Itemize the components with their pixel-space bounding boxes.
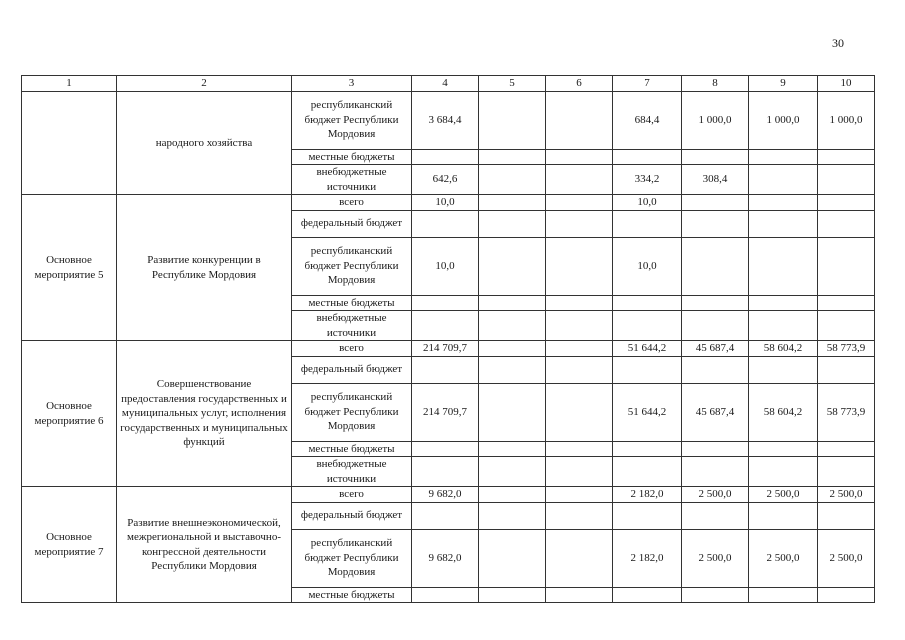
amount-cell — [546, 295, 613, 311]
amount-cell: 2 500,0 — [818, 529, 875, 587]
amount-cell — [479, 487, 546, 503]
activity-name-cell: Основное мероприятие 6 — [22, 341, 117, 487]
amount-cell — [412, 502, 479, 529]
activity-description-cell: Совершенствование предоставления государственных и муниципальных услуг, исполнения государственных и муниципальных функций — [117, 341, 292, 487]
amount-cell: 1 000,0 — [749, 91, 818, 149]
amount-cell — [682, 587, 749, 603]
header-cell: 8 — [682, 76, 749, 92]
amount-cell — [479, 457, 546, 487]
amount-cell: 10,0 — [613, 195, 682, 211]
funding-source-cell: всего — [292, 487, 412, 503]
amount-cell — [818, 295, 875, 311]
amount-cell: 58 773,9 — [818, 341, 875, 357]
funding-source-cell: местные бюджеты — [292, 587, 412, 603]
amount-cell — [479, 91, 546, 149]
funding-source-cell: федеральный бюджет — [292, 210, 412, 237]
amount-cell: 3 684,4 — [412, 91, 479, 149]
amount-cell — [613, 149, 682, 165]
amount-cell — [613, 311, 682, 341]
amount-cell — [749, 165, 818, 195]
amount-cell — [749, 237, 818, 295]
amount-cell — [479, 341, 546, 357]
amount-cell — [412, 587, 479, 603]
amount-cell — [546, 341, 613, 357]
amount-cell — [749, 457, 818, 487]
funding-source-cell: внебюджетные источники — [292, 165, 412, 195]
amount-cell — [818, 311, 875, 341]
amount-cell — [479, 383, 546, 441]
amount-cell — [749, 210, 818, 237]
amount-cell: 51 644,2 — [613, 383, 682, 441]
amount-cell — [546, 529, 613, 587]
amount-cell — [479, 237, 546, 295]
amount-cell: 58 604,2 — [749, 383, 818, 441]
amount-cell — [682, 295, 749, 311]
amount-cell: 58 773,9 — [818, 383, 875, 441]
amount-cell — [546, 91, 613, 149]
amount-cell — [479, 587, 546, 603]
amount-cell — [613, 587, 682, 603]
amount-cell: 2 182,0 — [613, 487, 682, 503]
amount-cell — [546, 311, 613, 341]
amount-cell: 308,4 — [682, 165, 749, 195]
amount-cell — [818, 441, 875, 457]
amount-cell — [412, 210, 479, 237]
amount-cell — [546, 149, 613, 165]
amount-cell — [546, 195, 613, 211]
amount-cell — [749, 195, 818, 211]
header-cell: 10 — [818, 76, 875, 92]
amount-cell — [749, 356, 818, 383]
amount-cell — [613, 457, 682, 487]
amount-cell — [682, 311, 749, 341]
amount-cell: 1 000,0 — [682, 91, 749, 149]
amount-cell — [682, 210, 749, 237]
amount-cell: 45 687,4 — [682, 383, 749, 441]
activity-name-cell — [22, 91, 117, 195]
funding-source-cell: местные бюджеты — [292, 295, 412, 311]
amount-cell — [479, 195, 546, 211]
amount-cell — [479, 502, 546, 529]
amount-cell: 214 709,7 — [412, 341, 479, 357]
header-cell: 2 — [117, 76, 292, 92]
amount-cell — [749, 502, 818, 529]
amount-cell — [818, 457, 875, 487]
amount-cell — [818, 237, 875, 295]
amount-cell — [479, 311, 546, 341]
amount-cell — [546, 237, 613, 295]
funding-table — [21, 75, 875, 603]
amount-cell: 1 000,0 — [818, 91, 875, 149]
amount-cell: 2 500,0 — [818, 487, 875, 503]
amount-cell: 10,0 — [412, 195, 479, 211]
amount-cell — [818, 149, 875, 165]
amount-cell: 10,0 — [412, 237, 479, 295]
header-cell: 6 — [546, 76, 613, 92]
funding-source-cell: местные бюджеты — [292, 149, 412, 165]
amount-cell: 2 500,0 — [749, 487, 818, 503]
amount-cell — [682, 195, 749, 211]
amount-cell — [546, 457, 613, 487]
amount-cell — [613, 441, 682, 457]
amount-cell — [749, 441, 818, 457]
amount-cell: 9 682,0 — [412, 529, 479, 587]
activity-description-cell: Развитие конкуренции в Республике Мордовия — [117, 195, 292, 341]
amount-cell — [818, 587, 875, 603]
amount-cell — [412, 457, 479, 487]
amount-cell — [818, 210, 875, 237]
amount-cell: 334,2 — [613, 165, 682, 195]
amount-cell — [479, 356, 546, 383]
amount-cell: 2 500,0 — [682, 487, 749, 503]
header-row — [22, 76, 875, 92]
activity-name-cell: Основное мероприятие 7 — [22, 487, 117, 603]
amount-cell — [818, 195, 875, 211]
amount-cell: 642,6 — [412, 165, 479, 195]
amount-cell — [546, 383, 613, 441]
funding-source-cell: федеральный бюджет — [292, 502, 412, 529]
amount-cell — [546, 210, 613, 237]
funding-source-cell: федеральный бюджет — [292, 356, 412, 383]
amount-cell — [818, 165, 875, 195]
activity-description-cell: народного хозяйства — [117, 91, 292, 195]
amount-cell — [613, 356, 682, 383]
funding-source-cell: внебюджетные источники — [292, 311, 412, 341]
table-row — [22, 91, 875, 149]
amount-cell — [749, 587, 818, 603]
amount-cell — [613, 502, 682, 529]
amount-cell — [749, 311, 818, 341]
page-number: 30 — [832, 36, 844, 50]
amount-cell: 45 687,4 — [682, 341, 749, 357]
amount-cell — [682, 441, 749, 457]
funding-source-cell: республиканский бюджет Республики Мордовия — [292, 91, 412, 149]
header-cell: 9 — [749, 76, 818, 92]
funding-source-cell: местные бюджеты — [292, 441, 412, 457]
amount-cell — [412, 356, 479, 383]
amount-cell: 51 644,2 — [613, 341, 682, 357]
amount-cell — [682, 502, 749, 529]
amount-cell — [613, 295, 682, 311]
amount-cell — [412, 295, 479, 311]
activity-name-cell: Основное мероприятие 5 — [22, 195, 117, 341]
funding-source-cell: всего — [292, 341, 412, 357]
amount-cell — [749, 295, 818, 311]
amount-cell — [818, 356, 875, 383]
amount-cell — [479, 210, 546, 237]
funding-source-cell: внебюджетные источники — [292, 457, 412, 487]
amount-cell: 9 682,0 — [412, 487, 479, 503]
amount-cell: 10,0 — [613, 237, 682, 295]
activity-description-cell: Развитие внешнеэкономической, межрегиональной и выставочно-конгрессной деятельности Республики Мордовия — [117, 487, 292, 603]
amount-cell — [749, 149, 818, 165]
amount-cell — [546, 356, 613, 383]
table-row — [22, 487, 875, 503]
funding-source-cell: республиканский бюджет Республики Мордовия — [292, 383, 412, 441]
amount-cell — [546, 487, 613, 503]
header-cell: 7 — [613, 76, 682, 92]
amount-cell — [546, 441, 613, 457]
amount-cell — [479, 165, 546, 195]
header-cell: 1 — [22, 76, 117, 92]
amount-cell — [546, 165, 613, 195]
amount-cell — [412, 311, 479, 341]
amount-cell — [818, 502, 875, 529]
table-row — [22, 341, 875, 357]
amount-cell: 214 709,7 — [412, 383, 479, 441]
amount-cell — [479, 441, 546, 457]
header-cell: 4 — [412, 76, 479, 92]
amount-cell — [546, 502, 613, 529]
amount-cell — [682, 237, 749, 295]
amount-cell: 2 500,0 — [682, 529, 749, 587]
amount-cell — [479, 295, 546, 311]
amount-cell — [682, 356, 749, 383]
amount-cell — [479, 149, 546, 165]
amount-cell: 2 182,0 — [613, 529, 682, 587]
table-row — [22, 195, 875, 211]
amount-cell: 684,4 — [613, 91, 682, 149]
amount-cell — [682, 149, 749, 165]
header-cell: 3 — [292, 76, 412, 92]
header-cell: 5 — [479, 76, 546, 92]
amount-cell — [682, 457, 749, 487]
amount-cell — [412, 149, 479, 165]
funding-source-cell: всего — [292, 195, 412, 211]
amount-cell — [546, 587, 613, 603]
amount-cell — [412, 441, 479, 457]
funding-source-cell: республиканский бюджет Республики Мордовия — [292, 237, 412, 295]
amount-cell: 58 604,2 — [749, 341, 818, 357]
funding-source-cell: республиканский бюджет Республики Мордовия — [292, 529, 412, 587]
amount-cell — [613, 210, 682, 237]
amount-cell — [479, 529, 546, 587]
amount-cell: 2 500,0 — [749, 529, 818, 587]
